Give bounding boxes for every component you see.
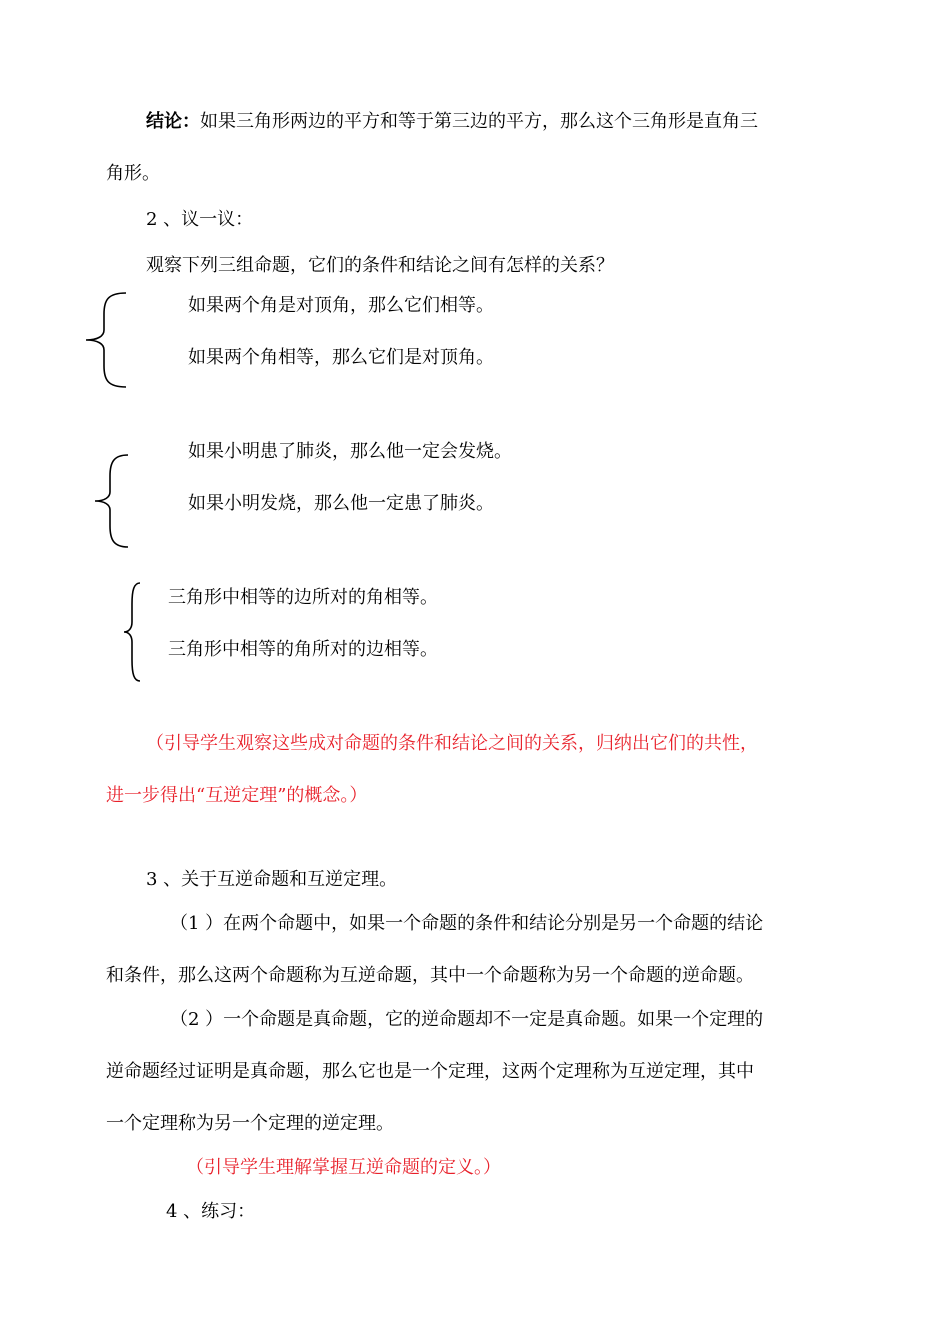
left-brace-icon: [122, 580, 144, 684]
section3-p2-line-2: 逆命题经过证明是真命题，那么它也是一个定理，这两个定理称为互逆定理，其中: [106, 1061, 754, 1082]
conclusion-label: 结论：: [146, 111, 200, 132]
teacher-note-line-2: 进一步得出“互逆定理”的概念。）: [106, 785, 368, 806]
section2-prompt: 观察下列三组命题，它们的条件和结论之间有怎样的关系？: [146, 255, 614, 276]
proposition-1a: 如果两个角是对顶角，那么它们相等。: [188, 295, 494, 316]
section3-p1-line-2: 和条件，那么这两个命题称为互逆命题，其中一个命题称为另一个命题的逆命题。: [106, 965, 754, 986]
section3-p2-line-1: （2 ）一个命题是真命题，它的逆命题却不一定是真命题。如果一个定理的: [170, 1009, 764, 1030]
section3-heading: 3 、关于互逆命题和互逆定理。: [146, 869, 398, 890]
section3-p1-line-1: （1 ）在两个命题中，如果一个命题的条件和结论分别是另一个命题的结论: [170, 913, 764, 934]
proposition-1b: 如果两个角相等，那么它们是对顶角。: [188, 347, 494, 368]
section3-p2-line-3: 一个定理称为另一个定理的逆定理。: [106, 1113, 394, 1134]
proposition-3a: 三角形中相等的边所对的角相等。: [168, 587, 438, 608]
conclusion-line-2: 角形。: [106, 163, 160, 184]
section3-teacher-note: （引导学生理解掌握互逆命题的定义。）: [186, 1157, 501, 1178]
section4-heading: 4 、练习：: [166, 1201, 256, 1222]
proposition-2a: 如果小明患了肺炎，那么他一定会发烧。: [188, 441, 512, 462]
proposition-3b: 三角形中相等的角所对的边相等。: [168, 639, 438, 660]
left-brace-icon: [92, 452, 132, 550]
section2-heading: 2 、议一议：: [146, 209, 254, 230]
left-brace-icon: [82, 290, 130, 390]
conclusion-text: 如果三角形两边的平方和等于第三边的平方，那么这个三角形是直角三: [200, 111, 758, 132]
teacher-note-line-1: （引导学生观察这些成对命题的条件和结论之间的关系，归纳出它们的共性，: [146, 733, 758, 754]
proposition-2b: 如果小明发烧，那么他一定患了肺炎。: [188, 493, 494, 514]
conclusion-line-1: [146, 110, 758, 134]
